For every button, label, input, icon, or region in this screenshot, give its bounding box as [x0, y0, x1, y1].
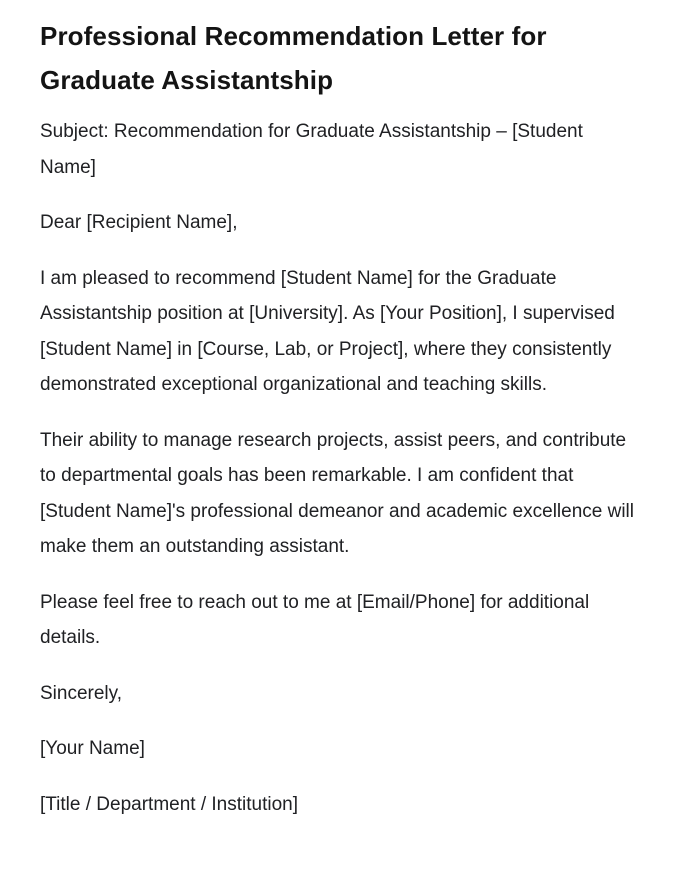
closing-paragraph: Please feel free to reach out to me at [Email/Phone] for additional details.	[40, 591, 590, 648]
subject-line: Subject: Recommendation for Graduate Assistantship – [Student Name]	[40, 121, 583, 178]
signature-title: [Title / Department / Institution]	[40, 793, 299, 815]
signature-name: [Your Name]	[40, 738, 145, 759]
signoff: Sincerely,	[40, 682, 123, 704]
salutation: Dear [Recipient Name],	[40, 212, 238, 233]
body-paragraph-2: Their ability to manage research projects, assist peers, and contribute to departmental goals has been remarkable. I am confident that [Student Name]'s professional demeanor and academic excellence will make them an outstanding assistant.	[40, 429, 635, 557]
body-paragraph-1: I am pleased to recommend [Student Name] for the Graduate Assistantship position at [University]. As [Your Position], I supervised [Student Name] in [Course, Lab, or Project], where they consistently demonstrated exceptional organizational and teaching skills.	[40, 267, 615, 395]
letter-title: Professional Recommendation Letter for Graduate Assistantship	[40, 21, 547, 95]
letter-content	[40, 0, 640, 822]
